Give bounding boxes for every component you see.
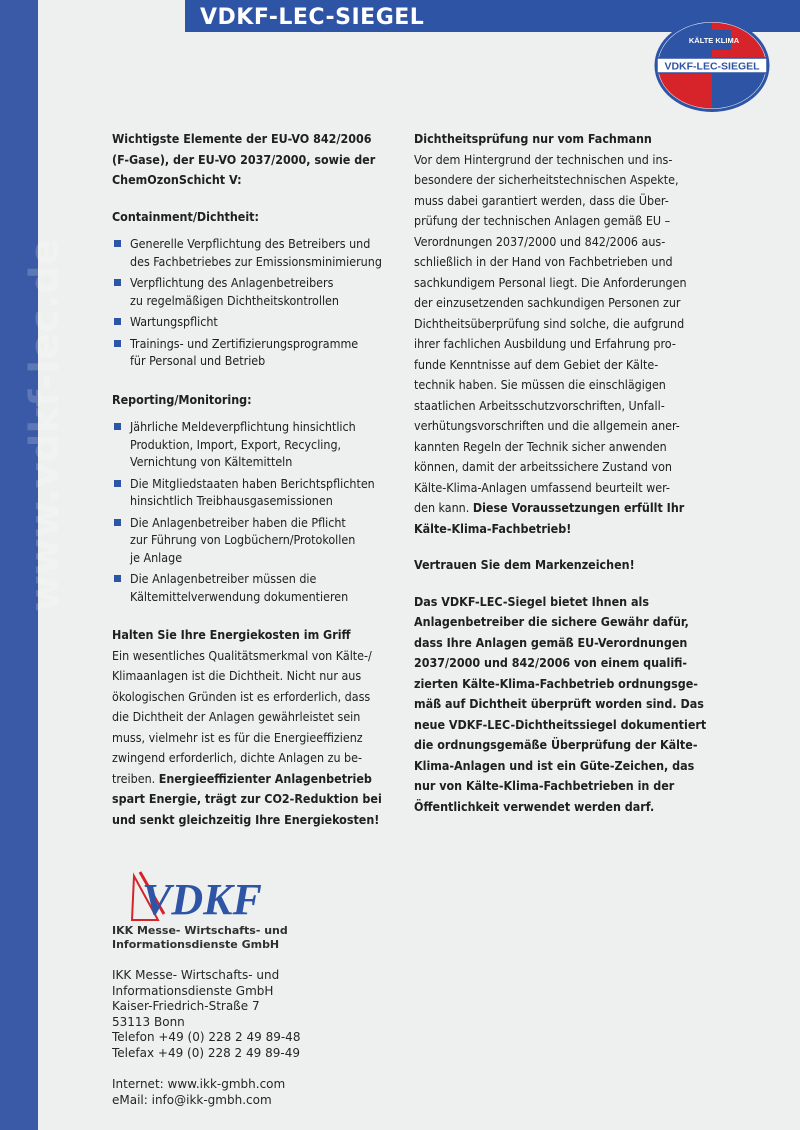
logo-text: VDKF — [142, 875, 262, 924]
address-line: IKK Messe- Wirtschafts- und — [112, 968, 280, 982]
reporting-heading: Reporting/Monitoring: — [112, 391, 252, 407]
list-item: Trainings- und Zertifizierungsprogramme für Personal und Betrieb — [112, 335, 392, 370]
intro-line: (F-Gase), der EU-VO 2037/2000, sowie der — [112, 151, 376, 167]
phone-line: Telefon +49 (0) 228 2 49 89-48 — [112, 1030, 301, 1044]
inspection-paragraph: Vor dem Hintergrund der technischen und ins- besondere der sicherheitstechnischen Aspekte, muss dabei garantiert werden, dass die Über- prüfung der technischen Anlagen gemäß EU – Verordnungen 2037/2000 und 842/2006 aus- schließlich in der Hand von Fachbetrieben und sachkundigem Personal liegt. Die Anforderungen der einzusetzenden sachkundigen Personen zur Dichtheitsüberprüfung sind solche, die aufgrund ihrer fachlichen Ausbildung und Erfahrung pro- funde Kenntnisse auf dem Gebiet der Kälte- technik haben. Sie müssen die einschlägigen staatlichen Arbeitsschutzvorschriften, Unfall- verhütungsvorschriften und die allgemein aner- kannten Regeln der Technik sicher anwenden können, damit der arbeitssichere Zustand von Kälte-Klima-Anlagen umfassend beurteilt wer- den kann. Diese Voraussetzungen erfüllt Ihr Kälte-Klima-Fachbetrieb! — [414, 151, 687, 536]
inspection-heading: Dichtheitsprüfung nur vom Fachmann — [414, 131, 652, 146]
energy-heading: Halten Sie Ihre Energiekosten im Griff — [112, 627, 351, 642]
containment-heading: Containment/Dichtheit: — [112, 208, 259, 224]
list-item: Generelle Verpflichtung des Betreibers und des Fachbetriebes zur Emissionsminimierung — [112, 235, 392, 270]
address-line: Kaiser-Friedrich-Straße 7 — [112, 999, 260, 1013]
right-column — [414, 129, 714, 817]
list-item: Verpflichtung des Anlagenbetreibers zu regelmäßigen Dichtheitskontrollen — [112, 274, 392, 309]
page-title: VDKF-LEC-SIEGEL — [200, 5, 425, 30]
list-item: Die Mitgliedstaaten haben Berichtspflichten hinsichtlich Treibhausgasemissionen — [112, 475, 392, 510]
side-watermark-text: www.vdkf-lec.de — [22, 238, 68, 612]
trust-heading: Vertrauen Sie dem Markenzeichen! — [414, 557, 635, 572]
list-item: Wartungspflicht — [112, 313, 392, 331]
list-item: Die Anlagenbetreiber müssen die Kältemittelverwendung dokumentieren — [112, 570, 392, 605]
intro-line: ChemOzonSchicht V: — [112, 172, 242, 187]
reporting-list — [112, 418, 392, 605]
email-link[interactable]: eMail: info@ikk-gmbh.com — [112, 1092, 272, 1107]
intro-text — [112, 129, 392, 191]
internet-link[interactable]: Internet: www.ikk-gmbh.com — [112, 1077, 286, 1091]
badge-top-text: KÄLTE KLIMA — [688, 36, 740, 45]
logo-company-name: IKK Messe- Wirtschafts- und Informationsdienste GmbH — [112, 924, 288, 951]
address-line: Informationsdienste GmbH — [112, 983, 274, 998]
list-item: Jährliche Meldeverpflichtung hinsichtlich Produktion, Import, Export, Recycling, Vernichtung von Kältemitteln — [112, 418, 392, 471]
intro-line: Wichtigste Elemente der EU-VO 842/2006 — [112, 131, 372, 146]
address-line: 53113 Bonn — [112, 1014, 185, 1029]
containment-list — [112, 235, 392, 370]
seal-paragraph: Das VDKF-LEC-Siegel bietet Ihnen als Anlagenbetreiber die sichere Gewähr dafür, dass Ihre Anlagen gemäß EU-Verordnungen 2037/2000 und 842/2006 von einem qualifi- zierten Kälte-Klima-Fachbetrieb ordnungsge- mäß auf Dichtheit überprüft worden sind. Das neue VDKF-LEC-Dichtheitssiegel dokumentiert die ordnungsgemäße Überprüfung der Kälte- Klima-Anlagen und ist ein Güte-Zeichen, das nur von Kälte-Klima-Fachbetrieben in der Öffentlichkeit verwendet werden darf. — [414, 593, 707, 814]
contact-address — [112, 968, 372, 1108]
energy-paragraph: Ein wesentliches Qualitätsmerkmal von Kälte-/ Klimaanlagen ist die Dichtheit. Nicht nur aus ökologischen Gründen ist es erforderlich, dass die Dichtheit der Anlagen gewährleistet sein muss, vielmehr ist es für die Energieeffizienz zwingend erforderlich, dichte Anlagen zu be- treiben. Energieeffizienter Anlagenbetrieb spart Energie, trägt zur CO2-Reduktion bei und senkt gleichzeitig Ihre Energiekosten! — [112, 647, 382, 827]
vdkf-logo — [112, 868, 312, 928]
lec-seal-badge — [653, 18, 771, 113]
fax-line: Telefax +49 (0) 228 2 49 89-49 — [112, 1045, 300, 1060]
badge-main-text: VDKF-LEC-SIEGEL — [664, 60, 760, 73]
side-watermark — [10, 238, 80, 612]
left-column — [112, 129, 392, 830]
list-item: Die Anlagenbetreiber haben die Pflicht zur Führung von Logbüchern/Protokollen je Anlage — [112, 514, 392, 567]
